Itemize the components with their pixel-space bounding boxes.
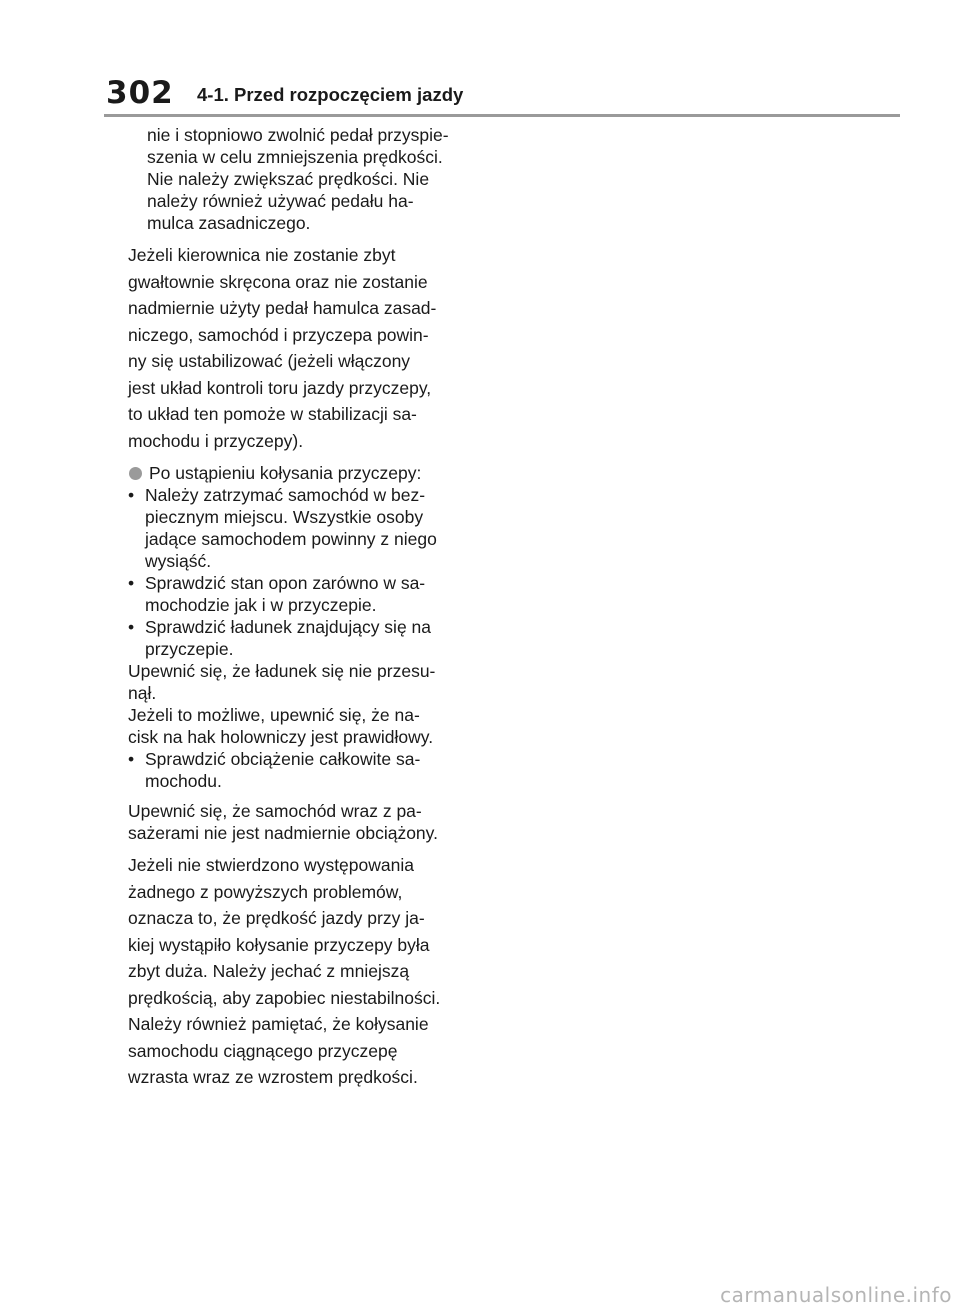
text-line: mochodu.: [145, 771, 222, 791]
text-line: Sprawdzić ładunek znajdujący się na: [145, 617, 431, 637]
page-number: 302: [106, 75, 174, 111]
list-item: [128, 572, 468, 616]
text-line: Należy zatrzymać samochód w bez-: [145, 485, 426, 505]
speed-paragraph: [128, 852, 468, 1091]
list-item: [128, 484, 468, 572]
page-content: [128, 124, 468, 1091]
text-line: kiej wystąpiło kołysanie przyczepy była: [128, 934, 430, 955]
text-line: gwałtownie skręcona oraz nie zostanie: [128, 271, 428, 292]
page-header: [0, 0, 960, 120]
text-line: mochodzie jak i w przyczepie.: [145, 595, 377, 615]
text-line: żadnego z powyższych problemów,: [128, 881, 403, 902]
text-line: szenia w celu zmniejszenia prędkości.: [147, 147, 443, 167]
text-line: Upewnić się, że ładunek się nie przesu-: [128, 661, 436, 681]
text-line: mochodu i przyczepy).: [128, 430, 304, 451]
text-line: Należy również pamiętać, że kołysanie: [128, 1014, 429, 1034]
text-line: wysiąść.: [145, 551, 212, 571]
text-line: samochodu ciągnącego przyczepę: [128, 1040, 398, 1061]
text-line: nie i stopniowo zwolnić pedał przyspie-: [147, 125, 449, 145]
heading-text: Po ustąpieniu kołysania przyczepy:: [149, 463, 422, 483]
continued-instruction: [128, 124, 468, 234]
text-line: zbyt duża. Należy jechać z mniejszą: [128, 961, 410, 981]
text-line: piecznym miejscu. Wszystkie osoby: [145, 507, 424, 527]
text-line: sażerami nie jest nadmiernie obciążony.: [128, 823, 438, 843]
text-line: jest układ kontroli toru jazdy przyczepy,: [128, 377, 432, 398]
text-line: Jeżeli kierownica nie zostanie zbyt: [128, 245, 396, 265]
stabilization-paragraph: [128, 242, 468, 454]
text-line: Sprawdzić stan opon zarówno w sa-: [145, 573, 426, 593]
text-line: oznacza to, że prędkość jazdy przy ja-: [128, 908, 425, 928]
list-item: [128, 616, 468, 660]
text-line: Jeżeli nie stwierdzono występowania: [128, 855, 414, 875]
load-check-text: [128, 660, 468, 748]
text-line: nadmiernie użyty pedał hamulca zasad-: [128, 298, 437, 318]
text-line: przyczepie.: [145, 639, 234, 659]
text-line: nął.: [128, 683, 157, 703]
bullet-icon: •: [128, 749, 135, 769]
header-divider: [104, 114, 900, 117]
after-sway-heading: [128, 462, 468, 484]
text-line: Nie należy zwiększać prędkości. Nie: [147, 169, 430, 189]
text-line: należy również używać pedału ha-: [147, 191, 414, 211]
bullet-icon: •: [128, 573, 135, 593]
bullet-icon: •: [128, 485, 135, 505]
text-line: wzrasta wraz ze wzrostem prędkości.: [128, 1067, 418, 1087]
text-line: cisk na hak holowniczy jest prawidłowy.: [128, 727, 434, 747]
bullet-icon: •: [128, 617, 135, 637]
text-line: mulca zasadniczego.: [147, 213, 311, 233]
text-line: prędkością, aby zapobiec niestabilności.: [128, 987, 441, 1008]
passenger-check-text: [128, 800, 468, 844]
text-line: Upewnić się, że samochód wraz z pa-: [128, 801, 422, 821]
text-line: ny się ustabilizować (jeżeli włączony: [128, 351, 411, 371]
text-line: niczego, samochód i przyczepa powin-: [128, 324, 429, 345]
text-line: jadące samochodem powinny z niego: [145, 529, 437, 549]
circle-bullet-icon: [129, 467, 142, 480]
text-line: Jeżeli to możliwe, upewnić się, że na-: [128, 705, 420, 725]
section-title: 4-1. Przed rozpoczęciem jazdy: [197, 84, 464, 105]
list-item: [128, 748, 468, 792]
text-line: to układ ten pomoże w stabilizacji sa-: [128, 404, 417, 424]
site-watermark: carmanualsonline.info: [720, 1283, 952, 1307]
text-line: Sprawdzić obciążenie całkowite sa-: [145, 749, 421, 769]
